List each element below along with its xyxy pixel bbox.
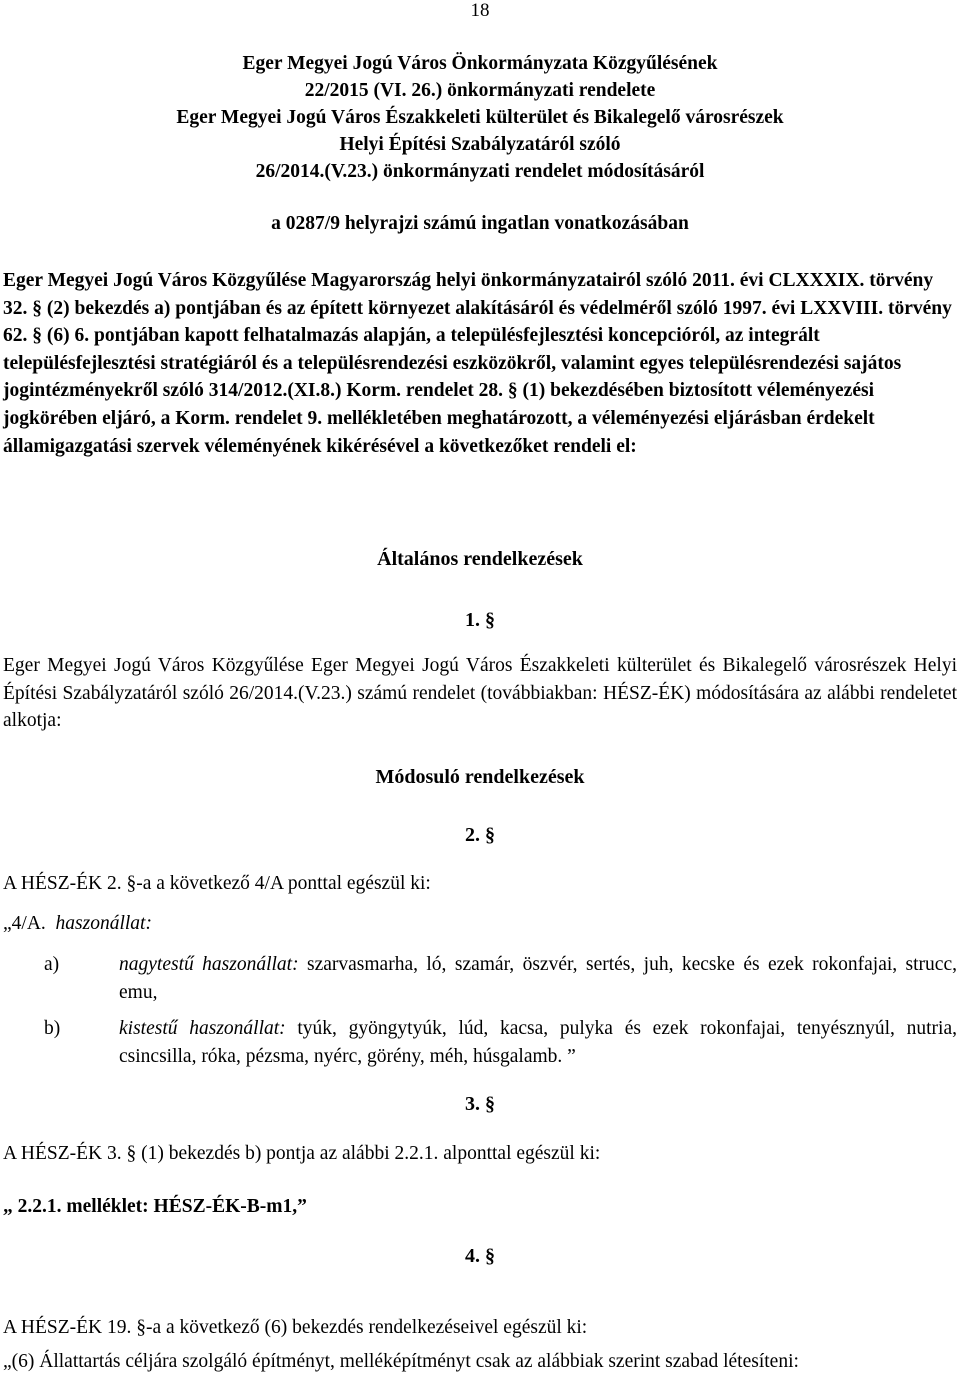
section-heading-amendments: Módosuló rendelkezések <box>375 766 585 788</box>
paragraph-4-quote: „(6) Állattartás céljára szolgáló építményt, melléképítményt csak az alábbiak szerint szabad létesíteni: <box>3 1351 799 1372</box>
paragraph-number-1: 1. § <box>465 609 495 631</box>
definition-term: haszonállat: <box>55 913 152 934</box>
paragraph-3-quote: „ 2.2.1. melléklet: HÉSZ-ÉK-B-m1,” <box>3 1196 307 1217</box>
list-item <box>44 1015 957 1070</box>
list-item-term: kistestű haszonállat: <box>119 1018 286 1039</box>
document-title <box>0 50 960 185</box>
title-line: Eger Megyei Jogú Város Északkeleti külterület és Bikalegelő városrészek <box>176 107 784 128</box>
list-item-text: tyúk, gyöngytyúk, lúd, kacsa, pulyka és ezek rokonfajai, tenyésznyúl, nutria, csincsilla, róka, pézsma, nyérc, görény, méh, húsgalamb. ” <box>119 1018 957 1067</box>
title-line: 26/2014.(V.23.) önkormányzati rendelet módosításáról <box>255 161 705 182</box>
paragraph-3-text: A HÉSZ-ÉK 3. § (1) bekezdés b) pontja az alábbi 2.2.1. alponttal egészül ki: <box>3 1143 601 1164</box>
list-item-term: nagytestű haszonállat: <box>119 954 299 975</box>
paragraph-number-2: 2. § <box>465 824 495 846</box>
list-item-label: b) <box>44 1018 61 1039</box>
title-line: Eger Megyei Jogú Város Önkormányzata Közgyűlésének <box>242 53 718 74</box>
paragraph-2-text: A HÉSZ-ÉK 2. §-a a következő 4/A ponttal egészül ki: <box>3 873 431 894</box>
list-item <box>44 951 957 1006</box>
page-number: 18 <box>470 0 490 21</box>
paragraph-4-text: A HÉSZ-ÉK 19. §-a a következő (6) bekezdés rendelkezéseivel egészül ki: <box>3 1317 588 1338</box>
definition-heading <box>3 913 152 935</box>
title-line: 22/2015 (VI. 26.) önkormányzati rendelete <box>304 80 656 101</box>
paragraph-number-4: 4. § <box>465 1245 495 1267</box>
paragraph-number-3: 3. § <box>465 1093 495 1115</box>
document-subtitle: a 0287/9 helyrajzi számú ingatlan vonatkozásában <box>271 213 689 234</box>
title-line: Helyi Építési Szabályzatáról szóló <box>339 134 621 155</box>
list-item-label: a) <box>44 954 60 975</box>
paragraph-1-text: Eger Megyei Jogú Város Közgyűlése Eger Megyei Jogú Város Északkeleti külterület és Bikalegelő városrészek Helyi Építési Szabályzatáról szóló 26/2014.(V.23.) számú rendelet (továbbiakban: HÉSZ-ÉK) módosítására az alábbi rendeletet alkotja: <box>3 655 957 732</box>
section-heading-general: Általános rendelkezések <box>377 548 583 570</box>
preamble-paragraph: Eger Megyei Jogú Város Közgyűlése Magyarország helyi önkormányzatairól szóló 2011. évi CLXXXIX. törvény 32. § (2) bekezdés a) pontjában és az épített környezet alakításáról és védelméről szóló 1997. évi LXXVIII. törvény 62. § (6) 6. pontjában kapott felhatalmazás alapján, a településfejlesztési koncepcióról, az integrált településfejlesztési stratégiáról és a településrendezési eszközökről, valamint egyes településrendezési sajátos jogintézményekről szóló 314/2012.(XI.8.) Korm. rendelet 28. § (1) bekezdésében biztosított véleményezési jogkörében eljáró, a Korm. rendelet 9. mellékletében meghatározott, a véleményezési eljárásban érdekelt államigazgatási szervek véleményének kikérésével a következőket rendeli el: <box>3 270 952 457</box>
definition-number: „4/A. <box>3 913 46 934</box>
list-item-text: szarvasmarha, ló, szamár, öszvér, sertés, juh, kecske és ezek rokonfajai, strucc, emu, <box>119 954 957 1003</box>
